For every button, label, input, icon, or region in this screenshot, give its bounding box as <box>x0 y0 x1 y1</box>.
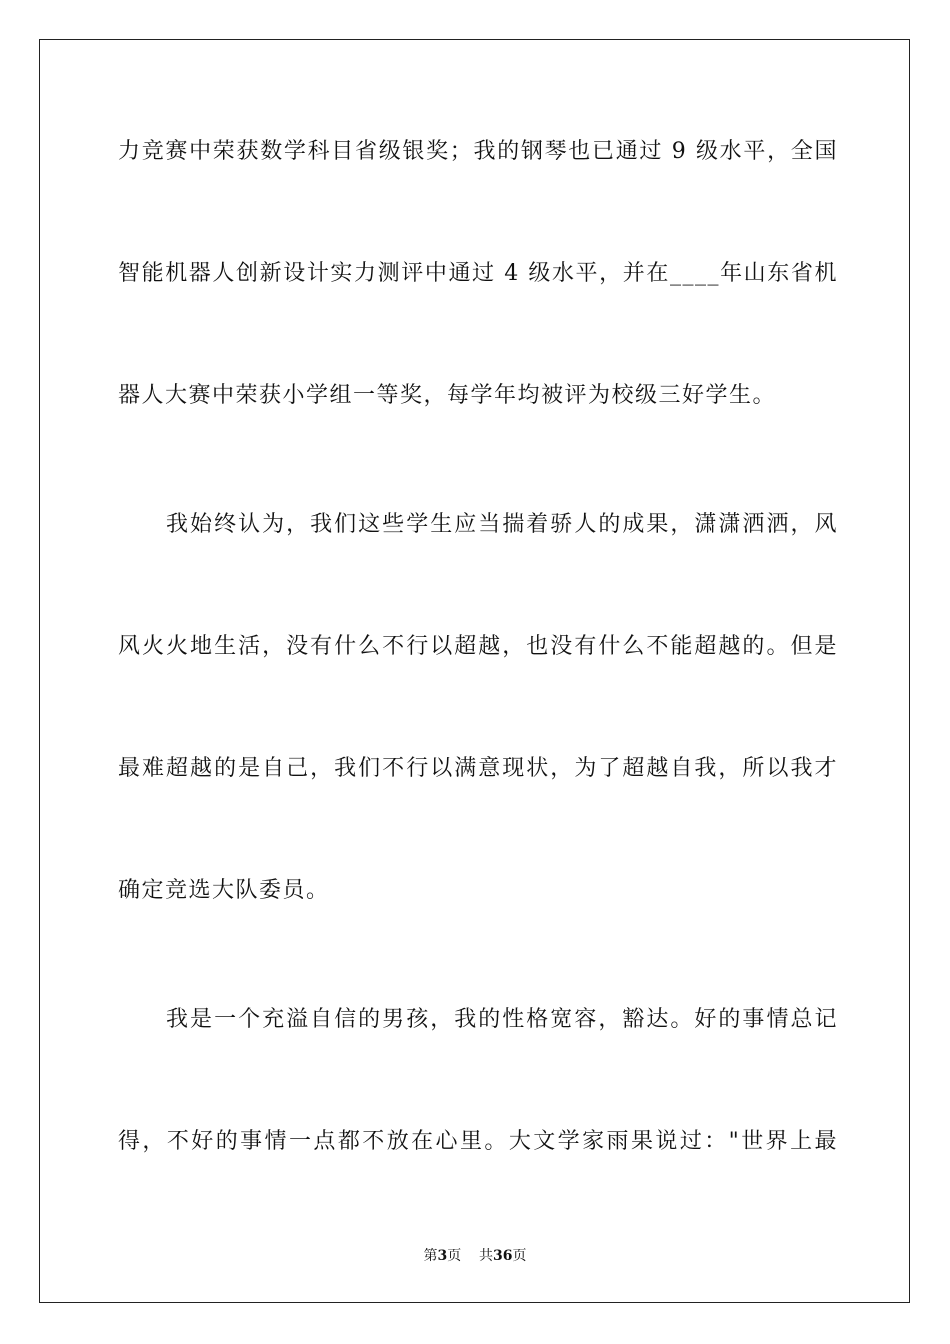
body-text-line-9: 得，不好的事情一点都不放在心里。大文学家雨果说过："世界上最 <box>118 1129 838 1154</box>
body-text-line-6: 最难超越的是自己，我们不行以满意现状，为了超越自我，所以我才 <box>118 756 838 781</box>
page-footer <box>0 1246 950 1266</box>
footer-page-prefix: 第 <box>423 1248 438 1264</box>
footer-total-pages: 36 <box>493 1248 513 1264</box>
footer-page-suffix: 页 <box>447 1248 462 1264</box>
body-text-line-8: 我是一个充溢自信的男孩，我的性格宽容，豁达。好的事情总记 <box>118 1007 838 1032</box>
footer-total-suffix: 页 <box>512 1248 527 1264</box>
body-text-line-7: 确定竞选大队委员。 <box>118 878 330 903</box>
page-border <box>39 39 910 1303</box>
footer-total-prefix: 共 <box>479 1248 494 1264</box>
body-text-line-4: 我始终认为，我们这些学生应当揣着骄人的成果，潇潇洒洒，风 <box>118 512 838 537</box>
body-text-line-1: 力竞赛中荣获数学科目省级银奖；我的钢琴也已通过 9 级水平，全国 <box>118 139 838 164</box>
body-text-line-5: 风火火地生活，没有什么不行以超越，也没有什么不能超越的。但是 <box>118 634 838 659</box>
body-text-line-3: 器人大赛中荣获小学组一等奖，每学年均被评为校级三好学生。 <box>118 383 777 408</box>
footer-page-number: 3 <box>437 1248 448 1264</box>
body-text-line-2: 智能机器人创新设计实力测评中通过 4 级水平，并在____年山东省机 <box>118 261 838 286</box>
